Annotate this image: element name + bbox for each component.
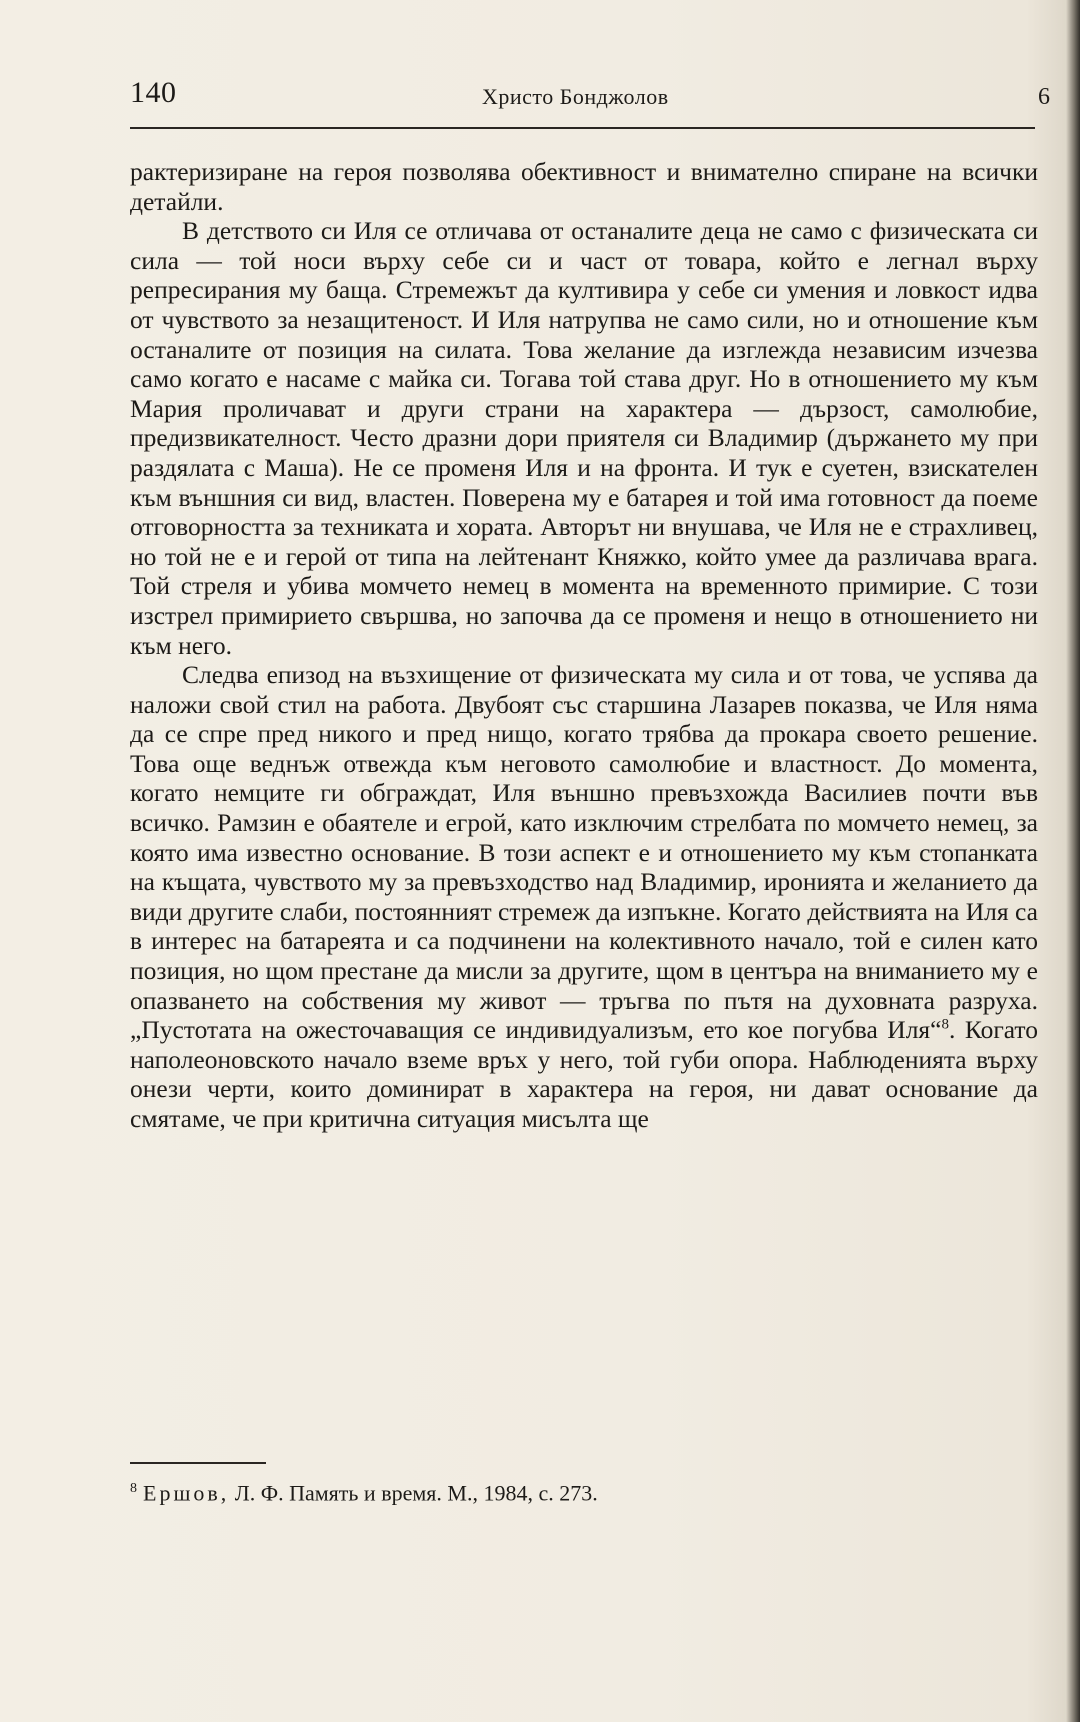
footnote-divider [130,1462,266,1464]
paragraph-2: В детството си Иля се отличава от останалите деца не само с физическата си сила — той носи върху себе си и част от товара, който е легнал върху репресирания му баща. Стремежът да култивира у себе си умения и ловкост идва от чувството за незащитеност. И Иля натрупва не само сили, но и отношение към останалите от позиция на силата. Това желание да изглежда независим изчезва само когато е насаме с майка си. Тогава той става друг. Но в отношението му към Мария проличават и други страни на характера — дързост, самолюбие, предизвикателност. Често дразни дори приятеля си Владимир (държането му при раздялата с Маша). Не се променя Иля и на фронта. И тук е суетен, взискателен към външния си вид, властен. Поверена му е батарея и той има готовност да поеме отговорността за техниката и хората. Авторът ни внушава, че Иля не е страхливец, но той не е и герой от типа на лейтенант Княжко, който умее да различава врага. Той стреля и убива момчето немец в момента на временното примирие. С този изстрел примирието свършва, но започва да се променя и нещо в отношението ни към него. [130,216,1038,660]
footnote-mark: 8 [130,1481,137,1496]
paragraph-3-tail: . Когато наполеоновското начало вземе връх у него, той губи опора. Наблюденията върху онези черти, които доминират в характера на героя, ни дават основание да смятаме, че при критична ситуация мисълта ще [130,1015,1038,1133]
page-edge-shadow [1066,0,1080,1722]
page-header [130,70,1050,116]
footnote-reference: 8 [941,1016,949,1033]
footnote [130,1474,1030,1508]
main-text [130,157,1038,1134]
paragraph-1: рактеризиране на героя позволява обективност и внимателно спиране на всички детайли. [130,157,1038,216]
page-number: 140 [130,76,177,109]
header-divider [130,127,1035,129]
footnote-author: Ершов, [143,1480,230,1506]
signature-mark: 6 [1038,84,1050,110]
running-head: Христо Бонджолов [482,84,669,109]
paragraph-3 [130,660,1038,1134]
paragraph-3-text: Следва епизод на възхищение от физическата му сила и от това, че успява да наложи свой стил на работа. Двубоят със старшина Лазарев показва, че Иля няма да се спре пред никого и пред нищо, когато трябва да прокара своето решение. Това още веднъж отвежда към неговото самолюбие и властност. До момента, когато немците ги обграждат, Иля външно превъзхожда Василиев почти във всичко. Рамзин е обаятеле и егрой, като изключим стрелбата по момчето немец, за която има известно основание. В този аспект е и отношението му към стопанката на къщата, чувството му за превъзходство над Владимир, иронията и желанието да види другите слаби, постоянният стремеж да изпъкне. Когато действията на Иля са в интерес на батареята и са подчинени на колективното начало, той е силен като позиция, но щом престане да мисли за другите, щом в центъра на вниманието му е опазването на собствения му живот — тръгва по пътя на духовната разруха. „Пустотата на ожесточаващия се индивидуализъм, ето кое погубва Иля“ [130,660,1038,1045]
footnote-citation: Л. Ф. Память и время. М., 1984, с. 273. [229,1480,598,1506]
